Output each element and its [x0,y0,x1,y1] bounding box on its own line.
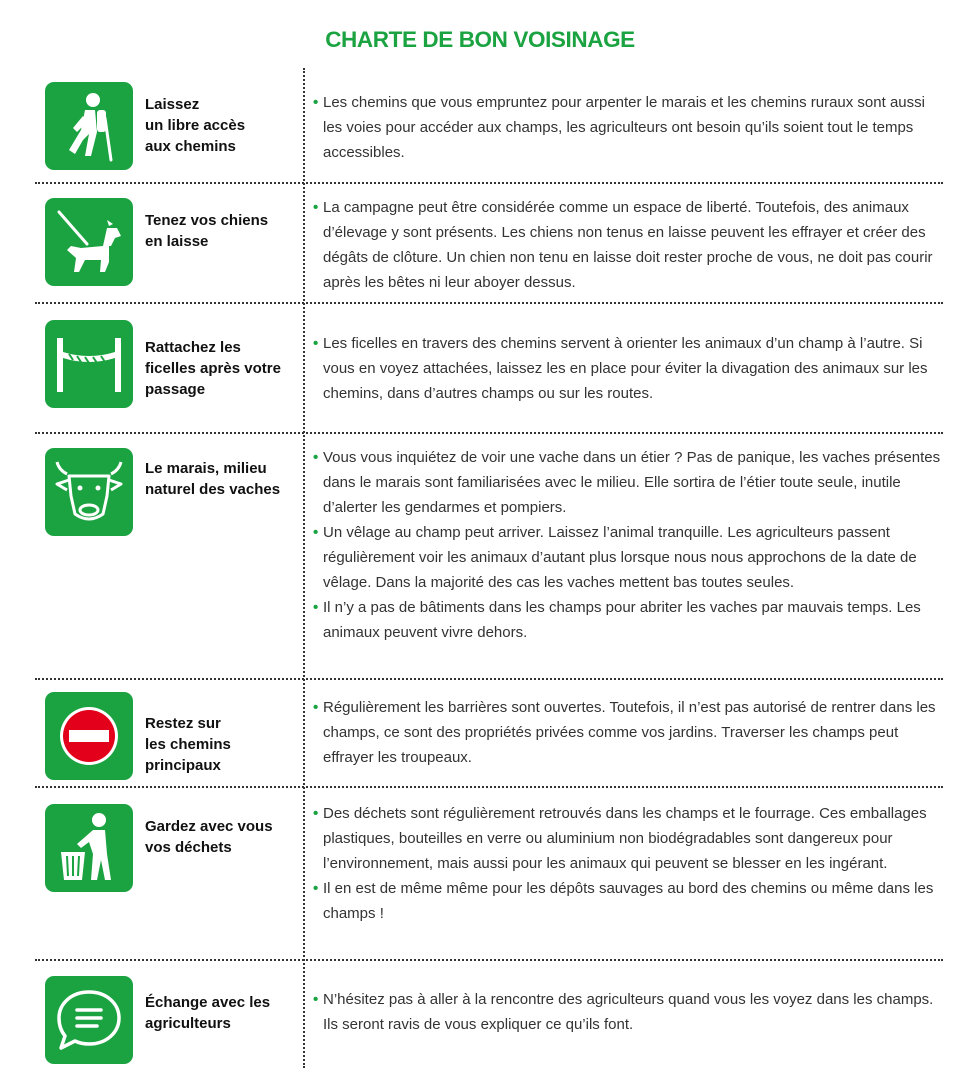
rule-bullet: • Les ficelles en travers des chemins servent à orienter les animaux d’un champ à l’autre. Si vous en voyez attachées, laissez les en place pour éviter la divagation des animaux sur les chemins, dans d’autres champs ou sur les routes. [313,331,941,406]
rule-label-line: vos déchets [145,839,232,856]
row-separator [35,432,943,434]
rule-bullet: • Les chemins que vous empruntez pour arpenter le marais et les chemins ruraux sont aussi les voies pour accéder aux champs, les agriculteurs ont besoin qu’ils soient tout le temps accessibles. [313,90,941,165]
rule-bullet: • Un vêlage au champ peut arriver. Laissez l’animal tranquille. Les agriculteurs passent régulièrement voir les animaux d’autant plus lorsque nous nous approchons de la date de vêlage. Dans la majorité des cas les vaches mettent bas toutes seules. [313,520,941,595]
rule-label-line: Restez sur [145,715,221,732]
rope-barrier-icon [45,320,133,408]
rule-bullet: • La campagne peut être considérée comme un espace de liberté. Toutefois, des animaux d’élevage y sont présents. Les chiens non tenus en laisse peuvent les effrayer et créer des dégâts de clôture. Un chien non tenu en laisse doit rester proche de vous, ne doit pas courir après les bêtes ni leur aboyer dessus. [313,195,941,295]
row-separator [35,678,943,680]
rule-row-paths [35,692,943,782]
hiker-icon [45,82,133,170]
rule-row-dogs [35,196,943,296]
rule-row-exchange [35,974,943,1069]
cow-head-icon [45,448,133,536]
no-entry-icon [45,692,133,780]
row-separator [35,182,943,184]
rule-label-line: Rattachez les [145,339,241,356]
rule-label-line: ficelles après votre [145,360,281,377]
rule-label-line: Le marais, milieu [145,460,267,477]
litter-bin-icon [45,804,133,892]
rule-label-line: passage [145,381,206,398]
rule-bullet: • Il n’y a pas de bâtiments dans les champs pour abriter les vaches par mauvais temps. Les animaux peuvent vivre dehors. [313,595,941,645]
speech-bubble-icon [45,976,133,1064]
rule-label-line: en laisse [145,233,209,250]
rule-bullet: • Des déchets sont régulièrement retrouvés dans les champs et le fourrage. Ces emballages plastiques, bouteilles en verre ou aluminium non biodégradables sont dangereux pour l’environnement, mais aussi pour les animaux qui peuvent se blesser en les ingérant. [313,801,941,876]
rule-row-waste [35,802,943,952]
row-separator [35,786,943,788]
dog-on-leash-icon [45,198,133,286]
rule-bullet: • Il en est de même même pour les dépôts sauvages au bord des chemins ou même dans les champs ! [313,876,941,926]
rule-row-cows [35,446,943,671]
rule-bullet: • Vous vous inquiétez de voir une vache dans un étier ? Pas de panique, les vaches présentes dans le marais sont familiarisées avec le milieu. Elle sortira de l’étier toute seule, inutile d’alerter les gendarmes et pompiers. [313,445,941,520]
page-title: CHARTE DE BON VOISINAGE [325,27,635,52]
rule-label-line: Laissez [145,96,200,113]
rule-label-line: principaux [145,757,221,774]
rule-bullet: • N’hésitez pas à aller à la rencontre des agriculteurs quand vous les voyez dans les champs. Ils seront ravis de vous expliquer ce qu’ils font. [313,987,941,1037]
rule-label-line: aux chemins [145,138,236,155]
rule-label-line: Gardez avec vous [145,818,273,835]
rule-label-line: Échange avec les [145,994,271,1011]
rule-row-ropes [35,318,943,418]
row-separator [35,959,943,961]
rule-label-line: Tenez vos chiens [145,212,269,229]
rule-label-line: un libre accès [145,117,246,134]
row-separator [35,302,943,304]
rule-bullet: • Régulièrement les barrières sont ouvertes. Toutefois, il n’est pas autorisé de rentrer dans les champs, ce sont des propriétés privées comme vos jardins. Traverser les champs peut effrayer les troupeaux. [313,695,941,770]
rule-label-line: naturel des vaches [145,481,281,498]
rule-label-line: agriculteurs [145,1015,231,1032]
rule-label-line: les chemins [145,736,231,753]
rule-row-access [35,82,943,178]
